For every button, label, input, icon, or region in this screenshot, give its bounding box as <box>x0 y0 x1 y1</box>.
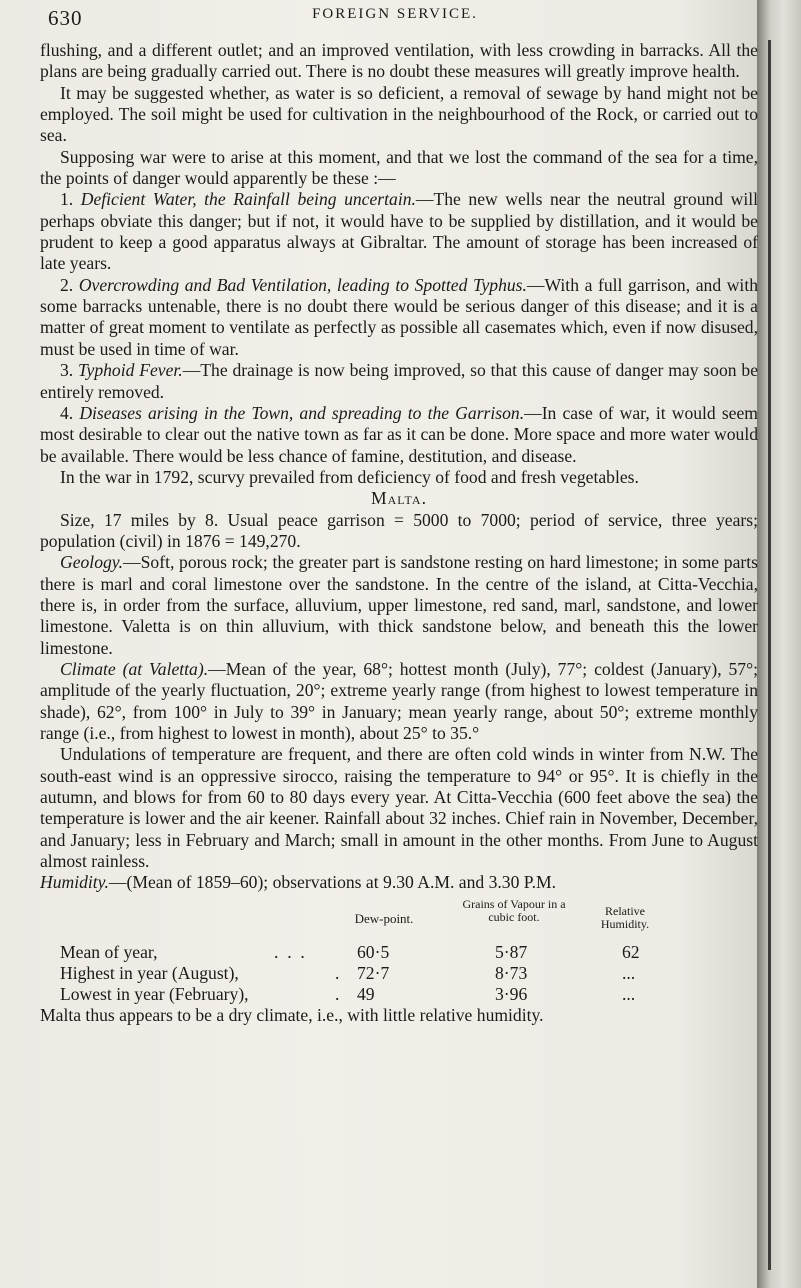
table-row: Mean of year, . . . 60·5 5·87 62 <box>60 941 640 962</box>
page-number: 630 <box>48 6 83 30</box>
section-heading: Malta. <box>371 488 427 509</box>
danger-title: Typhoid Fever. <box>78 360 183 381</box>
danger-title: Overcrowding and Bad Ventilation, leading to Spotted Typhus. <box>78 274 527 295</box>
danger-item-1: 1. Deficient Water, the Rainfall being uncertain.—The new wells near the neutral ground will perhaps obviate this danger; but if not, it would have to be supplied by distillation, and it would be prudent to keep a good apparatus always at Gibraltar. The amount of storage has been increased of late years. <box>40 189 759 274</box>
page-edge-line <box>768 40 771 1270</box>
page-body <box>40 40 758 1026</box>
climate-paragraph: Climate (at Valetta).—Mean of the year, 68°; hottest month (July), 77°; coldest (January), 57°; amplitude of the yearly fluctuation, 20°; extreme yearly range (from highest to lowest temperature in shade), 62°, from 100° in July to 39° in January; mean yearly range, about 50°; extreme monthly range (i.e., from highest to lowest in month), about 25° to 35.° <box>40 658 758 743</box>
column-header: Dew-point. <box>354 910 414 926</box>
danger-item-4: 4. Diseases arising in the Town, and spreading to the Garrison.—In case of war, it would seem most desirable to clear out the native town as far as it can be done. More space and more water would be available. There would be less chance of famine, destitution, and disease. <box>40 402 758 466</box>
page-header <box>40 4 750 34</box>
column-header: Grains of Vapour in a cubic foot. <box>462 896 566 924</box>
paragraph: In the war in 1792, scurvy prevailed from deficiency of food and fresh vegetables. <box>60 466 639 487</box>
paragraph: flushing, and a different outlet; and an improved ventilation, with less crowding in barracks. All the plans are being gradually carried out. There is no doubt these measures will greatly improve health. <box>40 40 758 82</box>
paragraph: Supposing war were to arise at this moment, and that we lost the command of the sea for a time, the points of danger would apparently be these :— <box>40 146 758 189</box>
table-header <box>40 896 758 942</box>
paragraph: Size, 17 miles by 8. Usual peace garrison = 5000 to 7000; period of service, three years; population (civil) in 1876 = 149,270. <box>40 509 758 551</box>
binding-gutter <box>757 0 801 1288</box>
table-row: Highest in year (August), . 72·7 8·73 ... <box>60 962 636 983</box>
humidity-paragraph: Humidity.—(Mean of 1859–60); observations at 9.30 A.M. and 3.30 P.M. <box>40 872 557 893</box>
danger-title: Deficient Water, the Rainfall being uncertain. <box>80 189 416 210</box>
danger-item-2: 2. Overcrowding and Bad Ventilation, leading to Spotted Typhus.—With a full garrison, and with some barracks untenable, there is no doubt there would be serious danger of this disease; and it is a matter of great moment to ventilate as perfectly as possible all casemates which, even if now disused, must be used in time of war. <box>40 274 759 359</box>
closing-paragraph: Malta thus appears to be a dry climate, i.e., with little relative humidity. <box>40 1004 544 1025</box>
paragraph: Undulations of temperature are frequent, and there are often cold winds in winter from N.W. The south-east wind is an oppressive sirocco, raising the temperature to 94° or 95°. It is chiefly in the autumn, and blows for from 60 to 80 days every year. At Citta-Vecchia (600 feet above the sea) the temperature is lower and the air keener. Rainfall about 32 inches. Chief rain in November, December, and January; less in February and March; small in amount in the other months. From June to August almost rainless. <box>40 744 758 872</box>
danger-title: Diseases arising in the Town, and spreading to the Garrison. <box>79 402 525 423</box>
geology-paragraph: Geology.—Soft, porous rock; the greater part is sandstone resting on hard limestone; in some parts there is marl and coral limestone over the sandstone. In the centre of the island, at Citta-Vecchia, there is, in order from the surface, alluvium, upper limestone, red sand, marl, sandstone, and lower limestone. Valetta is on thin alluvium, with thick sandstone below, and beneath this the lower limestone. <box>40 552 758 658</box>
table-row: Lowest in year (February), . 49 3·96 ... <box>60 983 636 1004</box>
humidity-table <box>40 896 758 1005</box>
paragraph: It may be suggested whether, as water is so deficient, a removal of sewage by hand might not be employed. The soil might be used for cultivation in the neighbourhood of the Rock, or carried out to sea. <box>40 82 758 146</box>
danger-item-3: 3. Typhoid Fever.—The drainage is now being improved, so that this cause of danger may soon be entirely removed. <box>40 360 758 402</box>
running-title: FOREIGN SERVICE. <box>312 6 478 22</box>
column-header: Relative Humidity. <box>600 903 650 931</box>
